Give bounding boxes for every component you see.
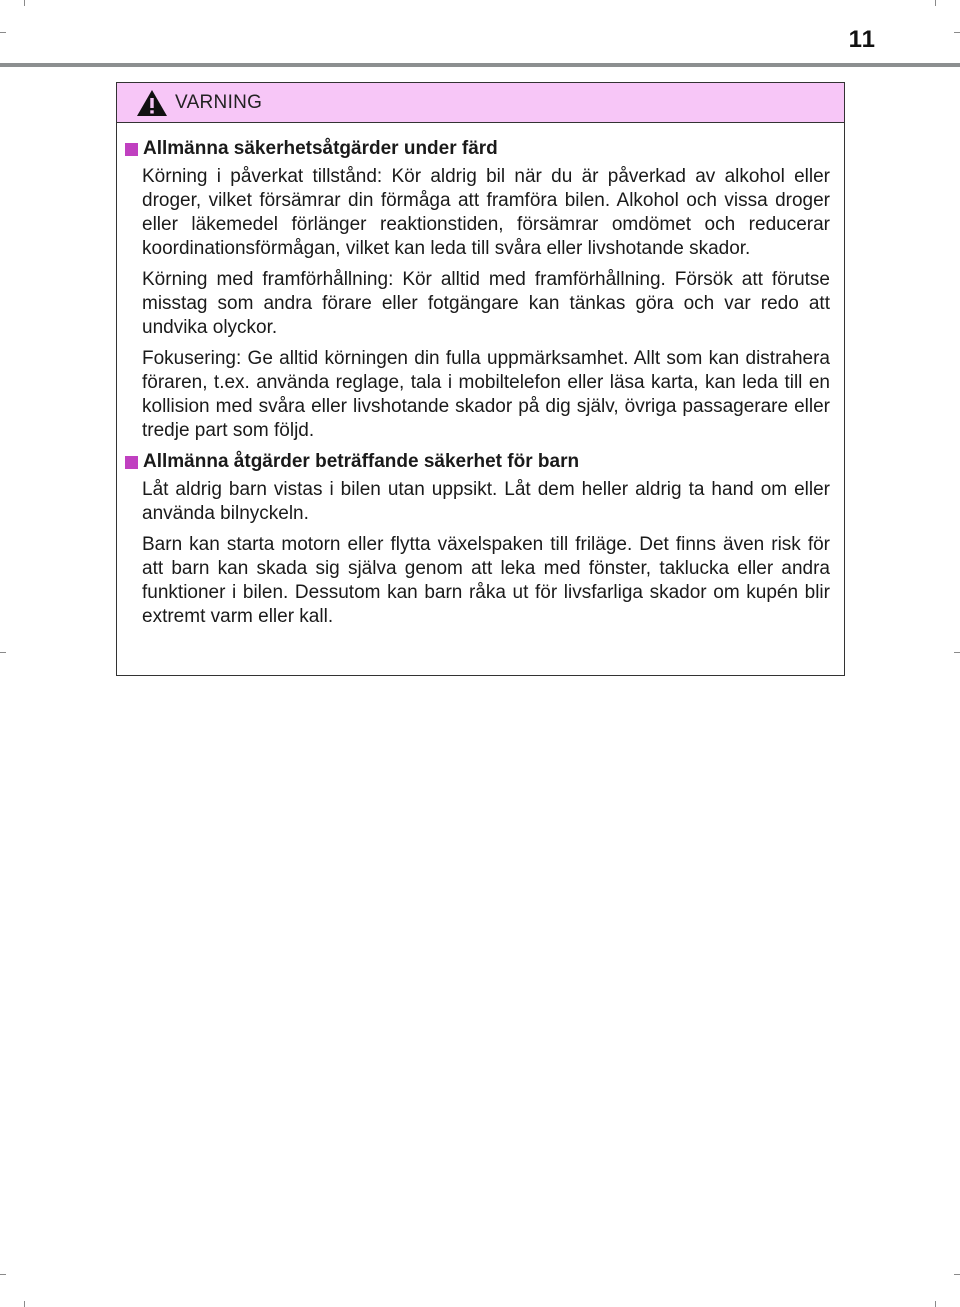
crop-mark-bottom-right-v <box>935 1301 936 1307</box>
section-child-safety <box>125 450 830 629</box>
section-heading-text: Allmänna säkerhetsåtgärder under färd <box>143 138 498 159</box>
paragraph: Låt aldrig barn vistas i bilen utan uppsikt. Låt dem heller aldrig ta hand om eller använda bilnyckeln. <box>142 479 830 524</box>
section-driving-safety <box>125 137 830 443</box>
square-bullet-icon <box>125 456 138 469</box>
crop-mark-top-left-h <box>0 32 6 33</box>
warning-body <box>117 123 844 629</box>
warning-triangle-icon <box>135 88 169 118</box>
crop-mark-top-right-v <box>935 0 936 6</box>
square-bullet-icon <box>125 143 138 156</box>
page-number: 11 <box>848 26 876 53</box>
warning-header <box>117 83 844 123</box>
paragraph: Körning med framförhållning: Kör alltid med framförhållning. Försök att förutse misstag som andra förare eller fotgängare kan tänkas göra och var redo att undvika olyckor. <box>142 269 830 338</box>
warning-title: VARNING <box>175 91 263 113</box>
crop-mark-mid-left <box>0 652 6 653</box>
crop-mark-top-right-h <box>954 32 960 33</box>
paragraph: Barn kan starta motorn eller flytta växelspaken till friläge. Det finns även risk för att barn kan skada sig själva genom att leka med fönster, taklucka eller andra funktioner i bilen. Dessutom kan barn råka ut för livsfarliga skador om kupén blir extremt varm eller kall. <box>142 534 830 627</box>
section-heading <box>125 137 830 161</box>
crop-mark-mid-right <box>954 652 960 653</box>
paragraph: Fokusering: Ge alltid körningen din fulla uppmärksamhet. Allt som kan distrahera föraren, t.ex. använda reglage, tala i mobiltelefon eller läsa karta, kan leda till en kollision med svåra eller livshotande skador på dig själv, övriga passagerare eller tredje part som följd. <box>142 348 830 441</box>
header-rule <box>0 63 960 67</box>
crop-mark-bottom-left-v <box>24 1301 25 1307</box>
crop-mark-bottom-left-h <box>0 1274 6 1275</box>
paragraph: Körning i påverkat tillstånd: Kör aldrig bil när du är påverkad av alkohol eller droger, vilket försämrar din förmåga att framföra bilen. Alkohol och vissa droger eller läkemedel förlänger reaktionstiden, försämrar omdömet och reducerar koordinationsförmågan, vilket kan leda till svåra eller livshotande skador. <box>142 166 830 259</box>
crop-mark-bottom-right-h <box>954 1274 960 1275</box>
section-heading <box>125 450 830 474</box>
crop-mark-top-left-v <box>24 0 25 6</box>
section-heading-text: Allmänna åtgärder beträffande säkerhet för barn <box>143 451 580 472</box>
warning-box <box>116 82 845 676</box>
